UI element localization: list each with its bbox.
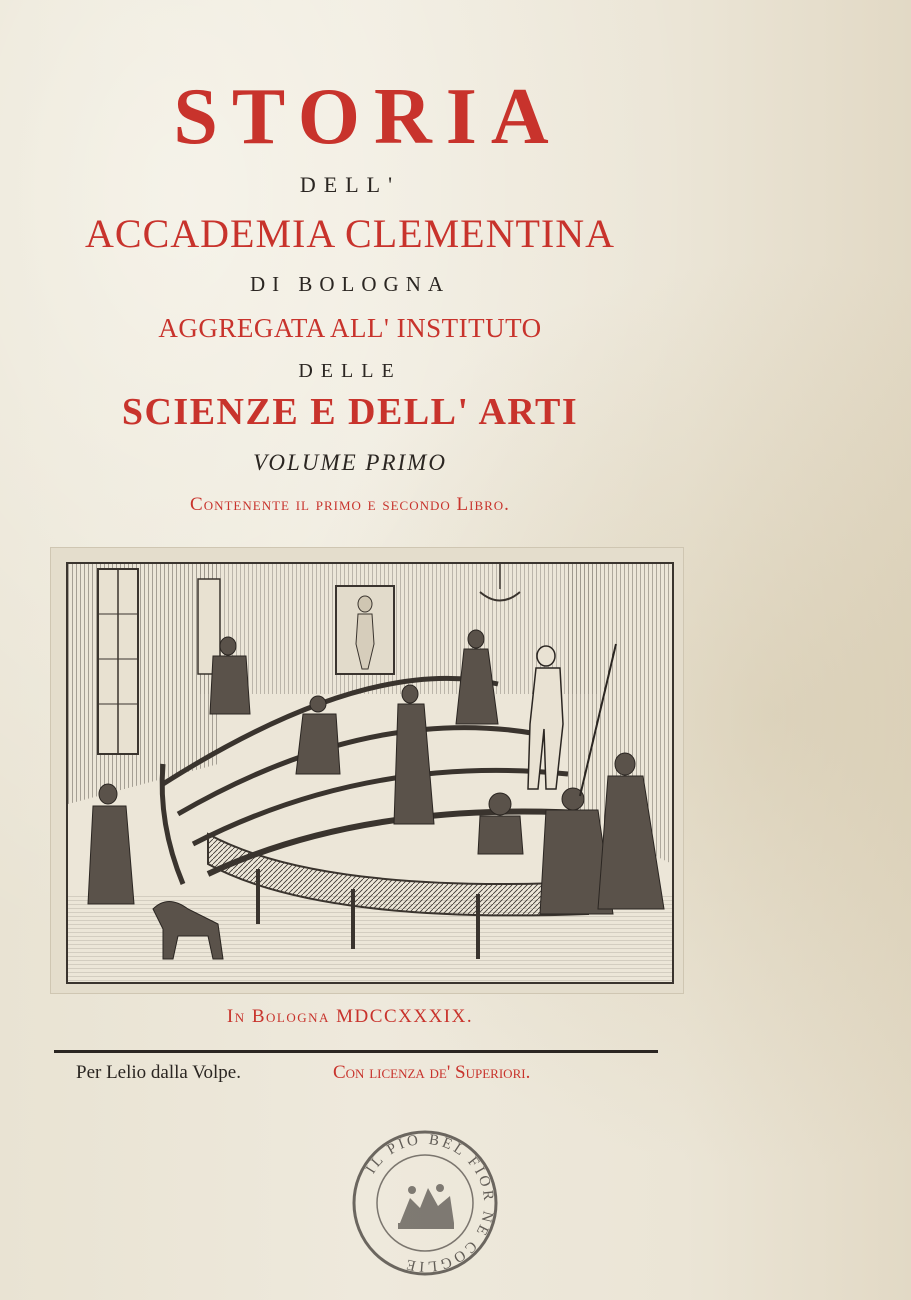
stamp-motto: IL PIO BEL FIOR NE COGLIE <box>363 1131 497 1275</box>
license-line: Con licenza de' Superiori. <box>333 1062 531 1083</box>
divider-rule <box>54 1050 658 1053</box>
printer-name: Per Lelio dalla Volpe. <box>76 1062 241 1083</box>
title-line-dell: DELL' <box>299 172 401 197</box>
title-line-bologna: DI BOLOGNA <box>249 272 451 296</box>
imprint-place-date: In Bologna MDCCXXXIX. <box>226 1006 474 1027</box>
title-line-scienze: SCIENZE E DELL' ARTI <box>121 391 579 433</box>
volume-label: VOLUME PRIMO <box>253 450 447 475</box>
anatomy-theatre-engraving <box>66 562 674 984</box>
title: STORIA <box>173 73 563 161</box>
title-line-accademia: ACCADEMIA CLEMENTINA <box>85 211 615 256</box>
title-line-delle: DELLE <box>298 360 402 382</box>
contents-line: Contenente il primo e secondo Libro. <box>190 494 510 515</box>
title-line-aggregata: AGGREGATA ALL' INSTITUTO <box>158 313 542 343</box>
library-stamp <box>350 1128 500 1278</box>
